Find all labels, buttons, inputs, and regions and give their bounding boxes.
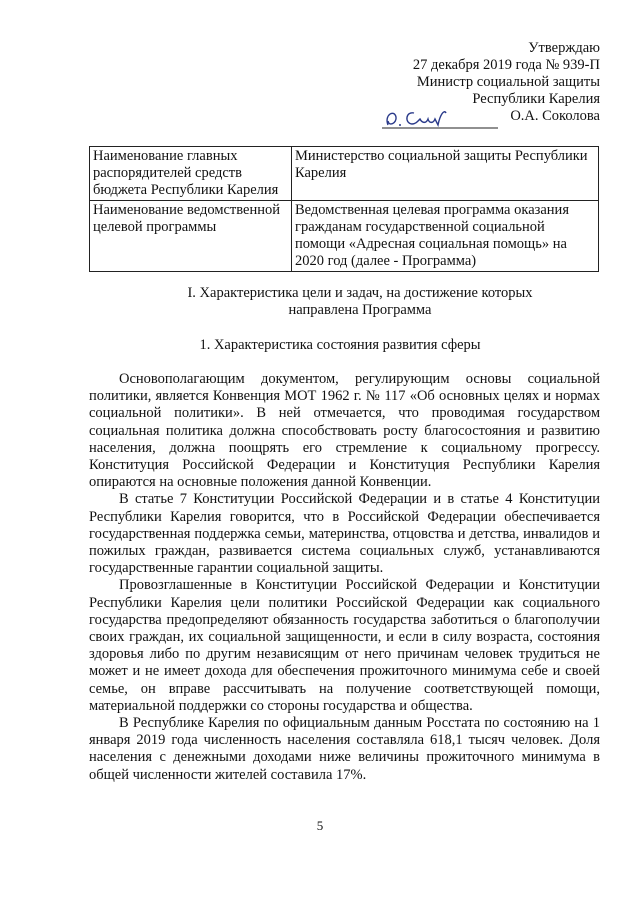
paragraph: В Республике Карелия по официальным данным Росстата по состоянию на 1 января 2019 года численность населения составляла 618,1 тысяч человек. Доля населения с денежными доходами ниже величины прожиточного минимума в общей численности жителей составила 17%. (89, 715, 600, 783)
approval-position: Министр социальной защиты (416, 74, 600, 90)
paragraph: В статье 7 Конституции Российской Федерации и в статье 4 Конституции Республики Карелия говорится, что в Российской Федерации обеспечивается государственная поддержка семьи, материнства, отцовства и детства, инвалидов и пожилых граждан, развивается система социальных служб, устанавливаются государственные гарантии социальной защиты. (89, 491, 600, 577)
paragraph: Основополагающим документом, регулирующим основы социальной политики, является Конвенция МОТ 1962 г. № 117 «Об основных целях и нормах социальной политики». В ней отмечается, что проводимая государством социальная политика должна способствовать росту благосостояния и развитию населения, должна поощрять его стремление к социальному прогрессу. Конституция Российской Федерации и Конституция Республики Карелия опираются на основные положения данной Конвенции. (89, 371, 600, 491)
signature-row (340, 108, 600, 128)
approval-region: Республики Карелия (472, 91, 600, 107)
approval-block (340, 40, 600, 128)
body-text (89, 371, 600, 784)
section-title: I. Характеристика цели и задач, на достижение которых направлена Программа (187, 285, 533, 318)
program-info-table (89, 146, 599, 272)
paragraph: Провозглашенные в Конституции Российской Федерации и Конституции Республики Карелия цели политики Российской Федерации как социального государства предопределяют обязанность государства заботиться о благополучии своих граждан, их социальной защищенности, и если в силу возраста, состояния здоровья либо по другим независящим от него причинам человек трудиться не может и не имеет дохода для обеспечения прожиточного минимума себе и своей семье, он вправе рассчитывать на получение соответствующей помощи, материальной поддержки со стороны государства и общества. (89, 577, 600, 714)
table-row (90, 147, 599, 201)
approval-date: 27 декабря 2019 года № 939-П (412, 57, 600, 73)
approval-title: Утверждаю (528, 40, 600, 56)
page-number: 5 (316, 818, 324, 833)
table-cell-label: Наименование ведомственной целевой программы (90, 201, 292, 272)
table-cell-label: Наименование главных распорядителей средств бюджета Республики Карелия (90, 147, 292, 201)
table-row (90, 201, 599, 272)
table-cell-value: Министерство социальной защиты Республики Карелия (292, 147, 599, 201)
handwritten-signature (380, 105, 500, 131)
signer-name: О.А. Соколова (510, 108, 600, 124)
subsection-title: 1. Характеристика состояния развития сферы (199, 337, 481, 353)
table-cell-value: Ведомственная целевая программа оказания гражданам государственной социальной помощи «Адресная социальная помощь» на 2020 год (далее - Программа) (292, 201, 599, 272)
